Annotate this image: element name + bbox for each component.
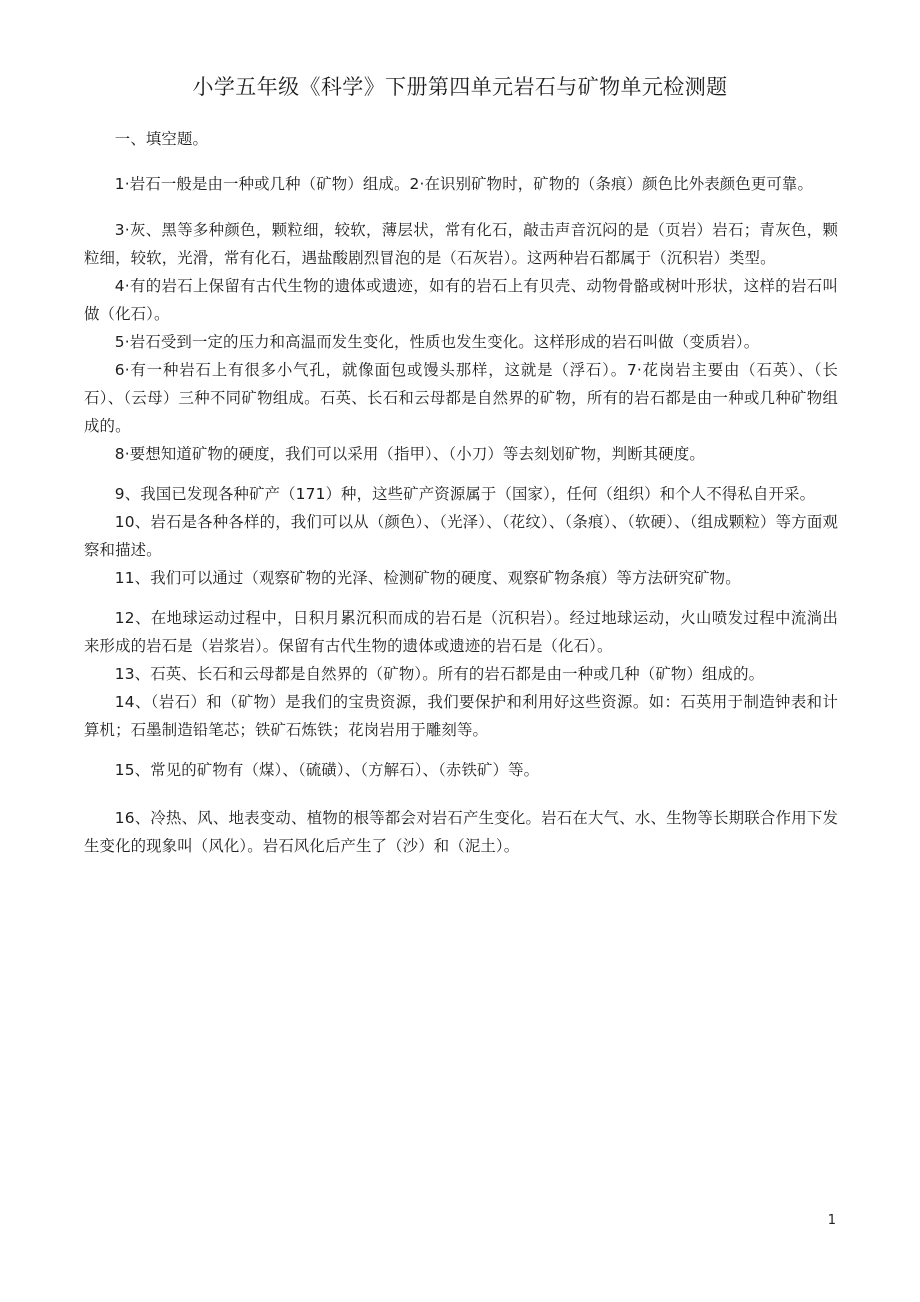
section-heading-fill-in-blanks: 一、填空题。 (114, 130, 209, 148)
question-item-6-7: 6·有一种岩石上有很多小气孔，就像面包或馒头那样，这就是（浮石）。7·花岗岩主要由（石英）、（长石）、（云母）三种不同矿物组成。石英、长石和云母都是自然界的矿物，所有的岩石都是由一种或几种矿物组成的。 (84, 361, 838, 435)
question-item-15: 15、常见的矿物有（煤）、（硫磺）、（方解石）、（赤铁矿）等。 (114, 761, 540, 779)
question-item-9: 9、我国已发现各种矿产（171）种，这些矿产资源属于（国家），任何（组织）和个人不得私自开采。 (114, 485, 816, 503)
question-item-14: 14、（岩石）和（矿物）是我们的宝贵资源，我们要保护和利用好这些资源。如：石英用于制造钟表和计算机；石墨制造铅笔芯；铁矿石炼铁；花岗岩用于雕刻等。 (84, 693, 838, 739)
document-body (84, 126, 838, 860)
question-item-3: 3·灰、黑等多种颜色，颗粒细，较软，薄层状，常有化石，敲击声音沉闷的是（页岩）岩石；青灰色，颗粒细，较软，光滑，常有化石，遇盐酸剧烈冒泡的是（石灰岩）。这两种岩石都属于（沉积岩）类型。 (84, 221, 838, 267)
question-item-8: 8·要想知道矿物的硬度，我们可以采用（指甲）、（小刀）等去刻划矿物，判断其硬度。 (114, 445, 705, 463)
page-number: 1 (827, 1213, 836, 1228)
page-title: 小学五年级《科学》下册第四单元岩石与矿物单元检测题 (192, 75, 728, 99)
question-item-13: 13、石英、长石和云母都是自然界的（矿物）。所有的岩石都是由一种或几种（矿物）组成的。 (114, 665, 765, 683)
question-item-16: 16、冷热、风、地表变动、植物的根等都会对岩石产生变化。岩石在大气、水、生物等长期联合作用下发生变化的现象叫（风化）。岩石风化后产生了（沙）和（泥土）。 (84, 809, 838, 855)
question-item-10: 10、岩石是各种各样的，我们可以从（颜色）、（光泽）、（花纹）、（条痕）、（软硬）、（组成颗粒）等方面观察和描述。 (84, 513, 838, 559)
question-item-11: 11、我们可以通过（观察矿物的光泽、检测矿物的硬度、观察矿物条痕）等方法研究矿物。 (114, 569, 741, 587)
question-item-12: 12、在地球运动过程中，日积月累沉积而成的岩石是（沉积岩）。经过地球运动，火山喷发过程中流淌出来形成的岩石是（岩浆岩）。保留有古代生物的遗体或遗迹的岩石是（化石）。 (84, 609, 838, 655)
question-item-5: 5·岩石受到一定的压力和高温而发生变化，性质也发生变化。这样形成的岩石叫做（变质岩）。 (114, 333, 760, 351)
question-item-1-2: 1·岩石一般是由一种或几种（矿物）组成。2·在识别矿物时，矿物的（条痕）颜色比外表颜色更可靠。 (114, 175, 814, 193)
question-item-4: 4·有的岩石上保留有古代生物的遗体或遗迹，如有的岩石上有贝壳、动物骨骼或树叶形状，这样的岩石叫做（化石）。 (84, 277, 838, 323)
